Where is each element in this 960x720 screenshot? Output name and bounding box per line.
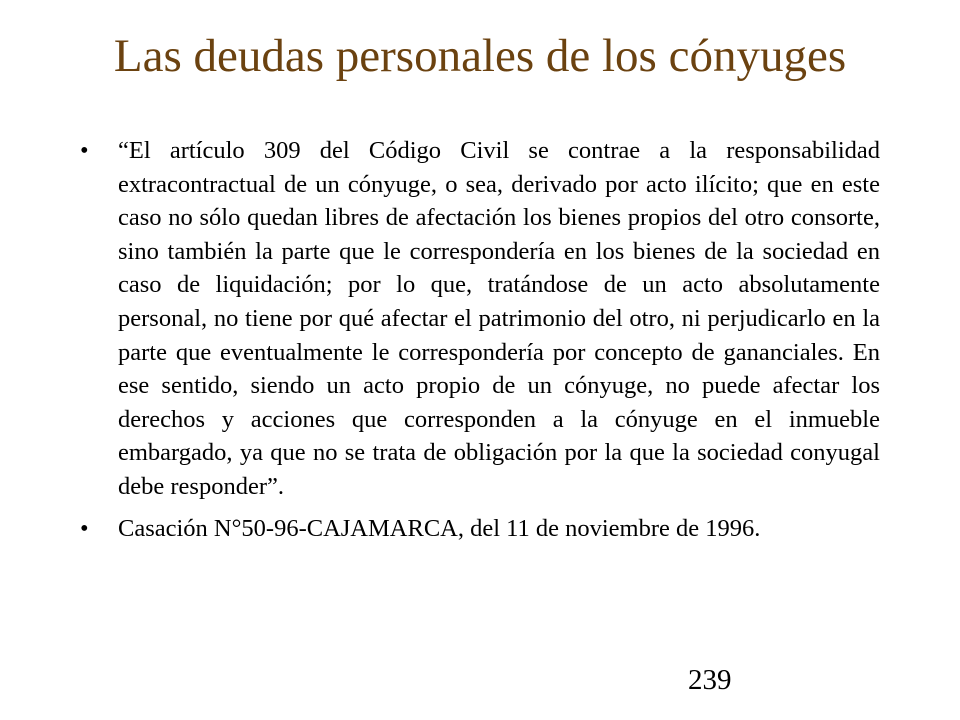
bullet-list — [80, 134, 880, 545]
slide-title: Las deudas personales de los cónyuges — [113, 30, 847, 82]
bullet-text: “El artículo 309 del Código Civil se contrae a la responsabilidad extracontractual de un cónyuge, o sea, derivado por acto ilícito; que en este caso no sólo quedan libres de afectación los bienes propios del otro consorte, sino también la parte que le correspondería en los bienes de la sociedad en caso de liquidación; por lo que, tratándose de un acto absolutamente personal, no tiene por qué afectar el patrimonio del otro, ni perjudicarlo en la parte que eventualmente le correspondería por concepto de gananciales. En ese sentido, siendo un acto propio de un cónyuge, no puede afectar los derechos y acciones que corresponden a la cónyuge en el inmueble embargado, ya que no se trata de obligación por la que la sociedad conyugal debe responder”. — [118, 137, 880, 500]
bullet-item-citation — [80, 512, 880, 546]
bullet-text: Casación N°50-96-CAJAMARCA, del 11 de noviembre de 1996. — [118, 514, 761, 542]
page-number: 239 — [688, 664, 732, 696]
bullet-icon: • — [80, 137, 89, 164]
bullet-icon: • — [80, 514, 89, 542]
bullet-item-quote — [80, 134, 880, 504]
